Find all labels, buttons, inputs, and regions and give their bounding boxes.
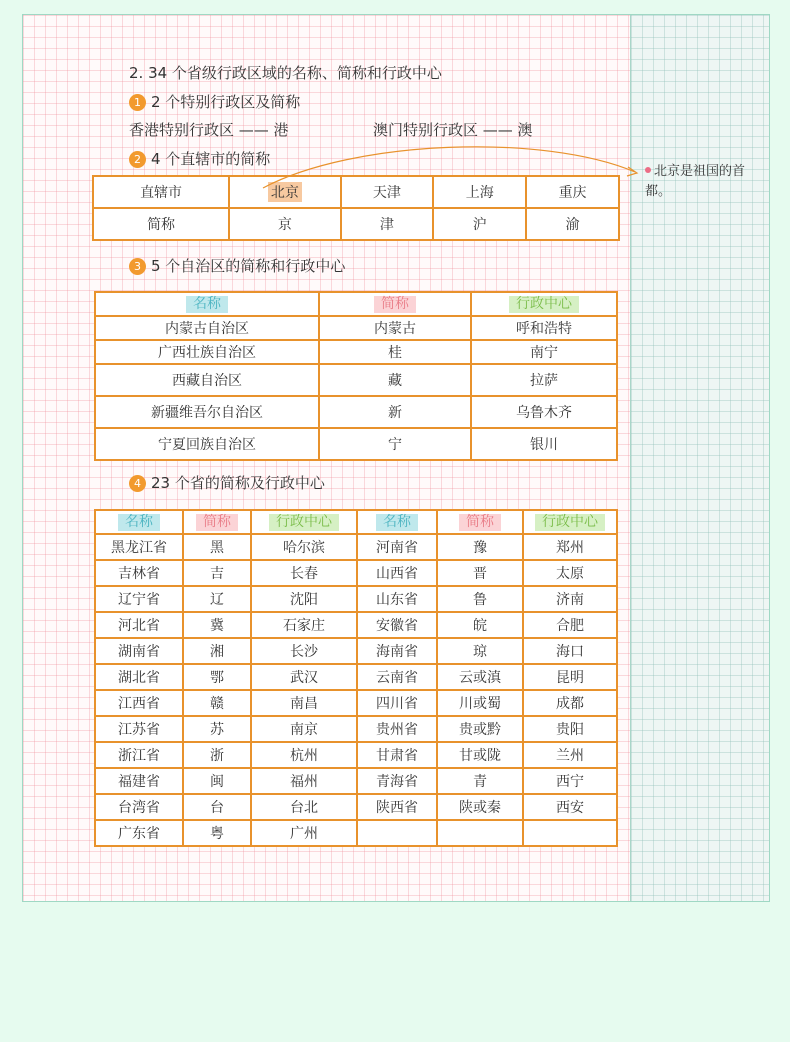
table-cell: 津	[341, 208, 434, 240]
hk-line: 香港特别行政区 —— 港	[129, 121, 289, 139]
table-row	[95, 820, 617, 846]
table-cell: 川或蜀	[437, 690, 523, 716]
table-cell: 陕西省	[357, 794, 437, 820]
table-header	[319, 292, 471, 316]
section3-title	[129, 255, 345, 276]
table-cell: 藏	[319, 364, 471, 396]
table-cell: 江西省	[95, 690, 183, 716]
table-cell: 江苏省	[95, 716, 183, 742]
table-cell: 宁	[319, 428, 471, 460]
table-cell: 鲁	[437, 586, 523, 612]
table-cell: 太原	[523, 560, 617, 586]
table-cell: 上海	[433, 176, 526, 208]
table-cell: 长春	[251, 560, 357, 586]
table-cell: 武汉	[251, 664, 357, 690]
table-cell: 南京	[251, 716, 357, 742]
table-cell: 台北	[251, 794, 357, 820]
table-header	[471, 292, 617, 316]
table-cell: 四川省	[357, 690, 437, 716]
table-cell: 甘肃省	[357, 742, 437, 768]
table-cell	[437, 820, 523, 846]
table-header	[95, 292, 319, 316]
table-cell: 福州	[251, 768, 357, 794]
table-cell: 黑	[183, 534, 251, 560]
table-cell: 宁夏回族自治区	[95, 428, 319, 460]
table-cell: 闽	[183, 768, 251, 794]
section3-title-text: 5 个自治区的简称和行政中心	[151, 257, 346, 275]
side-note-text: 北京是祖国的首都。	[645, 164, 746, 199]
table-cell: 云或滇	[437, 664, 523, 690]
table-cell: 黑龙江省	[95, 534, 183, 560]
table-cell: 简称	[93, 208, 229, 240]
table-header	[251, 510, 357, 534]
table-row	[95, 586, 617, 612]
table-cell: 京	[229, 208, 340, 240]
table-cell: 兰州	[523, 742, 617, 768]
table-cell: 长沙	[251, 638, 357, 664]
table-cell: 石家庄	[251, 612, 357, 638]
table-cell: 冀	[183, 612, 251, 638]
table-cell: 渝	[526, 208, 619, 240]
table-row	[95, 716, 617, 742]
table-cell: 豫	[437, 534, 523, 560]
table-cell: 南宁	[471, 340, 617, 364]
table-row	[95, 664, 617, 690]
side-note	[645, 162, 755, 202]
table-cell: 成都	[523, 690, 617, 716]
table-cell: 内蒙古自治区	[95, 316, 319, 340]
table-cell: 沈阳	[251, 586, 357, 612]
table-cell: 哈尔滨	[251, 534, 357, 560]
table-cell: 辽	[183, 586, 251, 612]
table-cell: 昆明	[523, 664, 617, 690]
header-tag: 行政中心	[509, 296, 579, 313]
header-tag: 行政中心	[269, 514, 339, 531]
table-cell: 西安	[523, 794, 617, 820]
section2-title-text: 4 个直辖市的简称	[151, 150, 271, 168]
header-tag: 简称	[374, 296, 416, 313]
table-row	[95, 690, 617, 716]
table-cell: 甘或陇	[437, 742, 523, 768]
header-tag: 名称	[118, 514, 160, 531]
table-cell: 银川	[471, 428, 617, 460]
table-cell: 合肥	[523, 612, 617, 638]
table-cell: 琼	[437, 638, 523, 664]
table-cell: 呼和浩特	[471, 316, 617, 340]
table-cell: 台湾省	[95, 794, 183, 820]
table-cell: 安徽省	[357, 612, 437, 638]
table-cell: 粤	[183, 820, 251, 846]
table-cell: 台	[183, 794, 251, 820]
section4-title	[129, 472, 325, 493]
bullet-dot	[645, 167, 651, 173]
table-header	[523, 510, 617, 534]
table-cell: 内蒙古	[319, 316, 471, 340]
table-cell: 海南省	[357, 638, 437, 664]
table-cell: 桂	[319, 340, 471, 364]
table-cell: 山西省	[357, 560, 437, 586]
table-header	[183, 510, 251, 534]
macau-line: 澳门特别行政区 —— 澳	[373, 121, 533, 139]
table-cell: 广西壮族自治区	[95, 340, 319, 364]
table-row	[95, 742, 617, 768]
section4-title-text: 23 个省的简称及行政中心	[151, 474, 325, 492]
header-tag: 行政中心	[535, 514, 605, 531]
number-badge-4: 4	[129, 475, 146, 492]
table-cell: 沪	[433, 208, 526, 240]
table-cell: 新	[319, 396, 471, 428]
table-row	[95, 560, 617, 586]
autonomous-region-table	[94, 291, 618, 461]
table-header	[437, 510, 523, 534]
table-cell: 鄂	[183, 664, 251, 690]
table-cell: 新疆维吾尔自治区	[95, 396, 319, 428]
table-cell: 贵或黔	[437, 716, 523, 742]
table-row	[95, 768, 617, 794]
table-cell: 拉萨	[471, 364, 617, 396]
table-cell: 青海省	[357, 768, 437, 794]
table-cell: 福建省	[95, 768, 183, 794]
number-badge-3: 3	[129, 258, 146, 275]
table-cell: 贵州省	[357, 716, 437, 742]
table-cell: 乌鲁木齐	[471, 396, 617, 428]
table-cell: 皖	[437, 612, 523, 638]
table-cell: 河南省	[357, 534, 437, 560]
table-cell: 浙	[183, 742, 251, 768]
table-cell: 海口	[523, 638, 617, 664]
table-cell: 天津	[341, 176, 434, 208]
table-cell: 辽宁省	[95, 586, 183, 612]
table-row	[95, 612, 617, 638]
table-cell: 赣	[183, 690, 251, 716]
number-badge-1: 1	[129, 94, 146, 111]
table-cell: 广州	[251, 820, 357, 846]
number-badge-2: 2	[129, 151, 146, 168]
table-cell: 浙江省	[95, 742, 183, 768]
table-cell: 杭州	[251, 742, 357, 768]
header-tag: 名称	[186, 296, 228, 313]
table-cell: 济南	[523, 586, 617, 612]
table-cell: 吉林省	[95, 560, 183, 586]
table-cell: 晋	[437, 560, 523, 586]
table-cell: 河北省	[95, 612, 183, 638]
header-tag: 简称	[196, 514, 238, 531]
table-cell: 湖北省	[95, 664, 183, 690]
table-cell: 云南省	[357, 664, 437, 690]
table-header	[95, 510, 183, 534]
highlight-beijing: 北京	[268, 182, 302, 202]
table-cell: 吉	[183, 560, 251, 586]
province-table	[94, 509, 618, 847]
table-cell: 直辖市	[93, 176, 229, 208]
table-row	[95, 794, 617, 820]
table-cell: 山东省	[357, 586, 437, 612]
table-header	[357, 510, 437, 534]
table-cell: 贵阳	[523, 716, 617, 742]
table-cell: 重庆	[526, 176, 619, 208]
table-cell: 西藏自治区	[95, 364, 319, 396]
table-row	[95, 534, 617, 560]
notebook-page	[22, 14, 770, 902]
table-cell: 南昌	[251, 690, 357, 716]
table-cell: 青	[437, 768, 523, 794]
header-tag: 名称	[376, 514, 418, 531]
table-cell: 西宁	[523, 768, 617, 794]
table-cell	[523, 820, 617, 846]
table-cell: 湖南省	[95, 638, 183, 664]
table-cell: 陕或秦	[437, 794, 523, 820]
header-tag: 简称	[459, 514, 501, 531]
section1-title-text: 2 个特别行政区及简称	[151, 93, 301, 111]
table-cell: 苏	[183, 716, 251, 742]
page-heading: 2. 34 个省级行政区域的名称、简称和行政中心	[129, 64, 442, 82]
table-cell	[357, 820, 437, 846]
table-cell: 郑州	[523, 534, 617, 560]
table-cell: 湘	[183, 638, 251, 664]
table-cell: 广东省	[95, 820, 183, 846]
table-row	[95, 638, 617, 664]
